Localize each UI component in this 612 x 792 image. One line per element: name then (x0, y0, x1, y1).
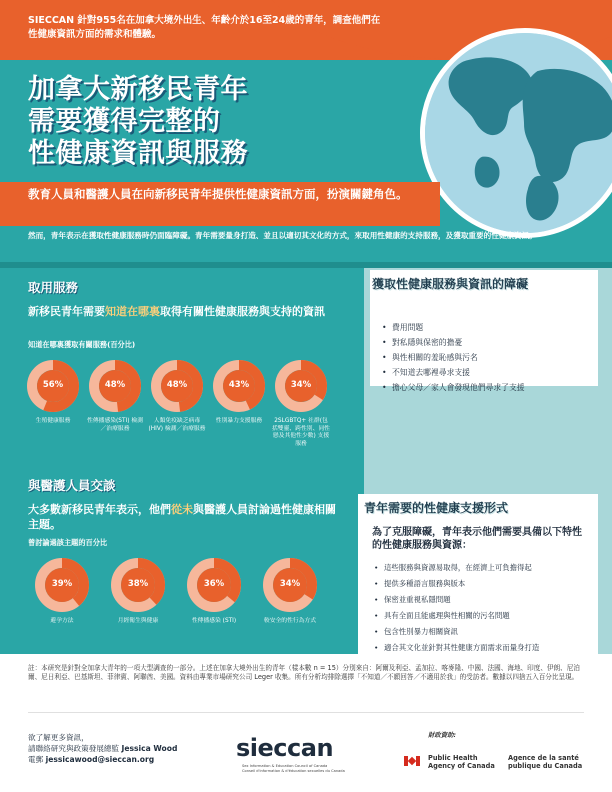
needs-title: 青年需要的性健康支援形式 (364, 501, 509, 515)
footer-divider (28, 712, 584, 713)
section-divider (0, 262, 612, 268)
barriers-item: • 對私隱與保密的擔憂 (382, 335, 592, 350)
page-title-line: 性健康資訊與服務 (28, 138, 248, 169)
talk-desc-post: 與醫護人員討論過性健康相關主題。 (28, 503, 336, 531)
needs-intro: 為了克服障礙，青年表示他們需要具備以下特性的性健康服務與資源： (372, 527, 582, 551)
needs-item: • 這些服務與資源易取得，在經濟上可負擔得起 (374, 560, 594, 576)
barriers-item: • 與性相關的羞恥感與污名 (382, 350, 592, 365)
donut-value-label: 36% (203, 579, 225, 589)
funding-label: 財政資助: (428, 731, 457, 739)
donut-item (84, 358, 146, 448)
talk-description (28, 502, 338, 532)
donut-value-label: 34% (279, 579, 301, 589)
access-description (28, 304, 328, 319)
needs-item: • 適合其文化並針對其性健康方面需求而量身打造 (374, 640, 594, 656)
needs-item: • 具有全面且能處理與性相關的污名問題 (374, 608, 594, 624)
donut-item (270, 358, 332, 448)
globe-icon (425, 33, 612, 233)
needs-item: • 包含性別暴力相關資訊 (374, 624, 594, 640)
talk-desc-pre: 大多數新移民青年表示，他們 (28, 503, 171, 516)
donut-item (176, 556, 252, 626)
page-title (28, 74, 348, 170)
sieccan-logo-subtitle (242, 764, 345, 774)
intro-text: SIECCAN 針對955名在加拿大境外出生、年齡介於16至24歲的青年，調查他們在性健康資訊方面的需求和體驗。 (28, 15, 381, 40)
talk-title: 與醫護人員交談 (28, 478, 116, 493)
page-title-line: 加拿大新移民青年 (28, 74, 248, 105)
barriers-title: 獲取性健康服務與資訊的障礙 (372, 277, 529, 291)
logo-subtitle-en: Sex Information & Education Council of Canada (242, 764, 328, 768)
access-chart-label: 知道在哪裏獲取有關服務(百分比) (28, 340, 136, 349)
access-title: 取用服務 (28, 280, 79, 295)
agency-fr-line: publique du Canada (508, 762, 583, 770)
agency-en-line: Agency of Canada (428, 762, 495, 770)
donut-item (24, 556, 100, 626)
donut-category-label: 性傳播感染(STI) 檢測／治療服務 (87, 418, 143, 432)
barriers-item: • 費用問題 (382, 320, 592, 335)
contact-line-2-text: 請聯絡研究與政策發展總監 (28, 744, 120, 753)
needs-list (374, 560, 594, 656)
access-desc-highlight: 知道在哪裏 (105, 305, 160, 318)
needs-item: • 保密並重視私隱問題 (374, 592, 594, 608)
contact-line-1: 欲了解更多資訊， (28, 733, 89, 742)
agency-en-line: Public Health (428, 754, 478, 762)
contact-line-2 (28, 743, 177, 754)
talk-desc-highlight: 從未 (171, 503, 193, 516)
donut-category-label: 人類免疫缺乏病毒 (HIV) 檢測／治療服務 (148, 418, 206, 432)
sieccan-logo: sieccan (236, 734, 334, 762)
agency-fr-line: Agence de la santé (508, 754, 579, 762)
talk-chart-label: 曾討論過該主題的百分比 (28, 538, 108, 547)
contact-name: Jessica Wood (121, 744, 178, 753)
needs-item: • 提供多種語言服務與版本 (374, 576, 594, 592)
donut-value-label: 48% (166, 380, 188, 390)
page-title-line: 需要獲得完整的 (28, 106, 221, 137)
contact-info (28, 732, 177, 765)
lead-text: 教育人員和醫護人員在向新移民青年提供性健康資訊方面，扮演關鍵角色。 (28, 187, 408, 201)
donut-value-label: 48% (104, 380, 126, 390)
donut-category-label: 性別暴力支援服務 (215, 418, 263, 424)
access-donut-chart (22, 358, 332, 448)
agency-name-en (428, 754, 495, 770)
contact-email[interactable]: jessicawood@sieccan.org (45, 755, 155, 764)
talk-donut-chart (24, 556, 328, 626)
donut-value-label: 39% (51, 579, 73, 589)
donut-category-label: 2SLGBTQ+ 社群(包括雙靈、跨性別、同性戀及其他性少數) 支援服務 (272, 418, 330, 447)
barriers-item: • 擔心父母／家人會發現他們尋求了支援 (382, 380, 592, 395)
footnote: 註：本研究是針對全加拿大青年的一項大型調查的一部分。上述在加拿大境外出生的青年（樣本數 n = 15）分別來自：阿爾及利亞、孟加拉、喀麥隆、中國、法國、海地、印度、伊朗、尼泊爾、尼日利亞、巴基斯坦、菲律賓、阿聯酋、美國。資料由專業市場研究公司 Leger 收集。所有分析均排除選擇「不知道／不願回答／不適用於我」的受訪者。數據以四捨五入百分比呈現。 (0, 654, 612, 710)
contact-line-3 (28, 754, 177, 765)
access-desc-post: 取得有關性健康服務與支持的資訊 (160, 305, 325, 318)
donut-category-label: 性傳播感染 (STI) (191, 618, 237, 624)
donut-item (208, 358, 270, 448)
donut-value-label: 56% (42, 380, 64, 390)
donut-category-label: 較安全的性行為方式 (263, 618, 317, 624)
donut-item (146, 358, 208, 448)
donut-category-label: 避孕方法 (50, 618, 74, 624)
donut-value-label: 43% (228, 380, 250, 390)
donut-category-label: 月經衛生與健康 (117, 618, 159, 624)
barriers-list (382, 320, 592, 395)
donut-value-label: 38% (127, 579, 149, 589)
donut-value-label: 34% (290, 380, 312, 390)
donut-category-label: 生殖健康服務 (35, 418, 71, 424)
donut-item (22, 358, 84, 448)
donut-item (252, 556, 328, 626)
barriers-item: • 不知道去哪裡尋求支援 (382, 365, 592, 380)
logo-subtitle-fr: Conseil d'information & d'éducation sexuelles du Canada (242, 769, 345, 773)
contact-line-3-text: 電郵 (28, 755, 44, 764)
agency-name-fr (508, 754, 582, 770)
donut-item (100, 556, 176, 626)
lead-subtext: 然而，青年表示在獲取性健康服務時仍面臨障礙。青年需要量身打造、並且以適切其文化的方式，來取用性健康的支持服務，及獲取重要的性健康資訊。 (28, 231, 537, 240)
access-desc-pre: 新移民青年需要 (28, 305, 105, 318)
